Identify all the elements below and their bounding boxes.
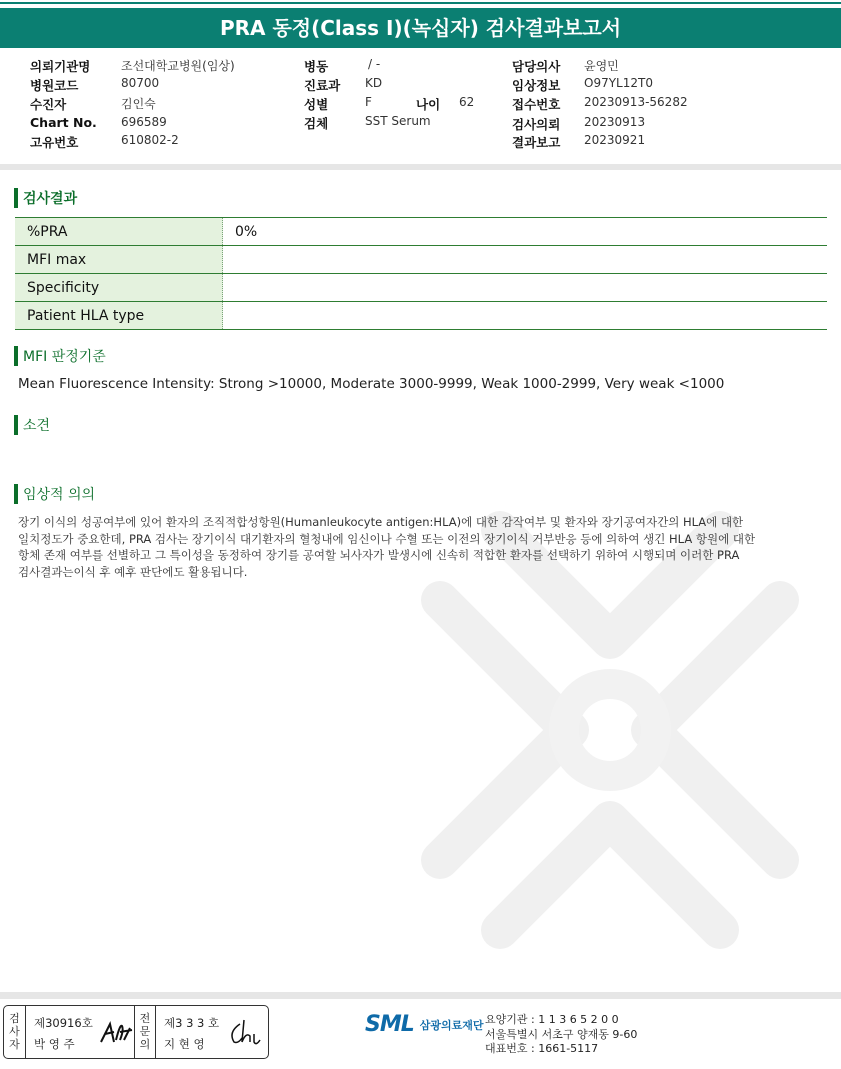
result-value [223, 302, 827, 329]
value-ward: / - [368, 57, 381, 71]
logo-org-name: 삼광의료재단 [419, 1018, 484, 1032]
label-ward: 병동 [304, 59, 329, 74]
value-patient: 김인숙 [121, 97, 156, 111]
result-key: %PRA [15, 218, 223, 245]
label-institution: 의뢰기관명 [30, 59, 91, 74]
label-hospital-code: 병원코드 [30, 78, 79, 93]
org-address [485, 1013, 637, 1057]
section-clinical-title: 임상적 의의 [23, 487, 96, 503]
value-report-date: 20230921 [584, 133, 646, 147]
section-opinion-title: 소견 [23, 418, 51, 434]
section-mfi [14, 345, 106, 367]
result-key: Patient HLA type [15, 302, 223, 329]
footer-separator [0, 992, 841, 999]
label-specimen: 검체 [304, 116, 329, 131]
result-value [223, 274, 827, 301]
table-row [15, 218, 827, 246]
info-separator [0, 164, 841, 170]
reviewer-label: 전문의 [134, 1006, 156, 1058]
table-row [15, 274, 827, 302]
tester-label: 검사자 [4, 1006, 26, 1058]
reviewer-name: 지 현 영 [164, 1037, 205, 1051]
section-clinical [14, 483, 95, 505]
section-opinion [14, 414, 50, 436]
result-value: 0% [235, 224, 258, 240]
result-table [15, 217, 827, 330]
clinical-line: 장기 이식의 성공여부에 있어 환자의 조직적합성항원(Humanleukocyte antigen:HLA)에 대한 감작여부 및 환자와 장기공여자간의 HLA에 대한 [18, 515, 744, 529]
clinical-line: 일치정도가 중요한데, PRA 검사는 장기이식 대기환자의 혈청내에 임신이나 수혈 또는 이전의 장기이식 거부반응 등에 의하여 생긴 HLA 항원에 대한 [18, 531, 756, 546]
label-receipt-no: 접수번호 [512, 97, 561, 112]
section-results-title: 검사결과 [23, 191, 78, 207]
label-doctor: 담당의사 [512, 59, 561, 74]
label-sex: 성별 [304, 97, 329, 112]
value-chart-no: 696589 [121, 115, 167, 129]
label-patient: 수진자 [30, 97, 67, 112]
table-row [15, 246, 827, 274]
org-phone: 대표번호 : 1661-5117 [485, 1042, 599, 1055]
tester-license-no: 제30916호 [34, 1016, 93, 1030]
reviewer-license-no: 제3 3 3 호 [164, 1016, 220, 1030]
value-doctor: 윤영민 [584, 59, 619, 73]
top-rule [0, 2, 841, 4]
value-sex: F [365, 95, 372, 109]
section-results [14, 187, 77, 209]
value-age: 62 [459, 95, 475, 109]
value-unique-no: 610802-2 [121, 133, 179, 147]
tester-name: 박 영 주 [34, 1037, 75, 1051]
label-report-date: 결과보고 [512, 135, 561, 150]
label-unique-no: 고유번호 [30, 135, 79, 150]
table-row [15, 302, 827, 330]
result-key: MFI max [15, 246, 223, 273]
result-value [223, 246, 827, 273]
value-specimen: SST Serum [365, 114, 431, 128]
value-institution: 조선대학교병원(임상) [121, 59, 235, 73]
clinical-line: 검사결과는이식 후 예후 판단에도 활용됩니다. [18, 564, 248, 579]
label-age: 나이 [416, 97, 441, 112]
org-code: 요양기관 : 1 1 3 6 5 2 0 0 [485, 1013, 619, 1026]
logo-sml-text: SML [365, 1012, 414, 1037]
label-clinical-info: 임상정보 [512, 78, 561, 93]
clinical-significance-text [18, 514, 808, 580]
tester-signature [98, 1020, 134, 1048]
clinical-line: 항체 존재 여부를 선별하고 그 특이성을 동정하여 장기를 공여할 뇌사자가 발생시에 신속히 적합한 환자를 선택하기 위하여 시행되며 이러한 PRA [18, 548, 740, 562]
value-request-date: 20230913 [584, 115, 646, 129]
report-title: PRA 동정(Class I)(녹십자) 검사결과보고서 [0, 8, 841, 48]
value-clinical-info: O97YL12T0 [584, 76, 653, 90]
mfi-criteria-text: Mean Fluorescence Intensity: Strong >10000, Moderate 3000-9999, Weak 1000-2999, Very weak <1000 [18, 376, 725, 392]
result-key: Specificity [15, 274, 223, 301]
value-hospital-code: 80700 [121, 76, 160, 90]
label-department: 진료과 [304, 78, 341, 93]
signature-box [3, 1005, 269, 1059]
section-mfi-title: MFI 판정기준 [23, 349, 106, 365]
org-address-line: 서울특별시 서초구 양재동 9-60 [485, 1027, 638, 1041]
value-department: KD [365, 76, 383, 90]
reviewer-signature [226, 1018, 262, 1048]
label-chart-no: Chart No. [30, 115, 97, 130]
label-request-date: 검사의뢰 [512, 117, 561, 132]
value-receipt-no: 20230913-56282 [584, 95, 688, 109]
sml-logo [365, 1012, 484, 1037]
patient-info [0, 56, 841, 152]
